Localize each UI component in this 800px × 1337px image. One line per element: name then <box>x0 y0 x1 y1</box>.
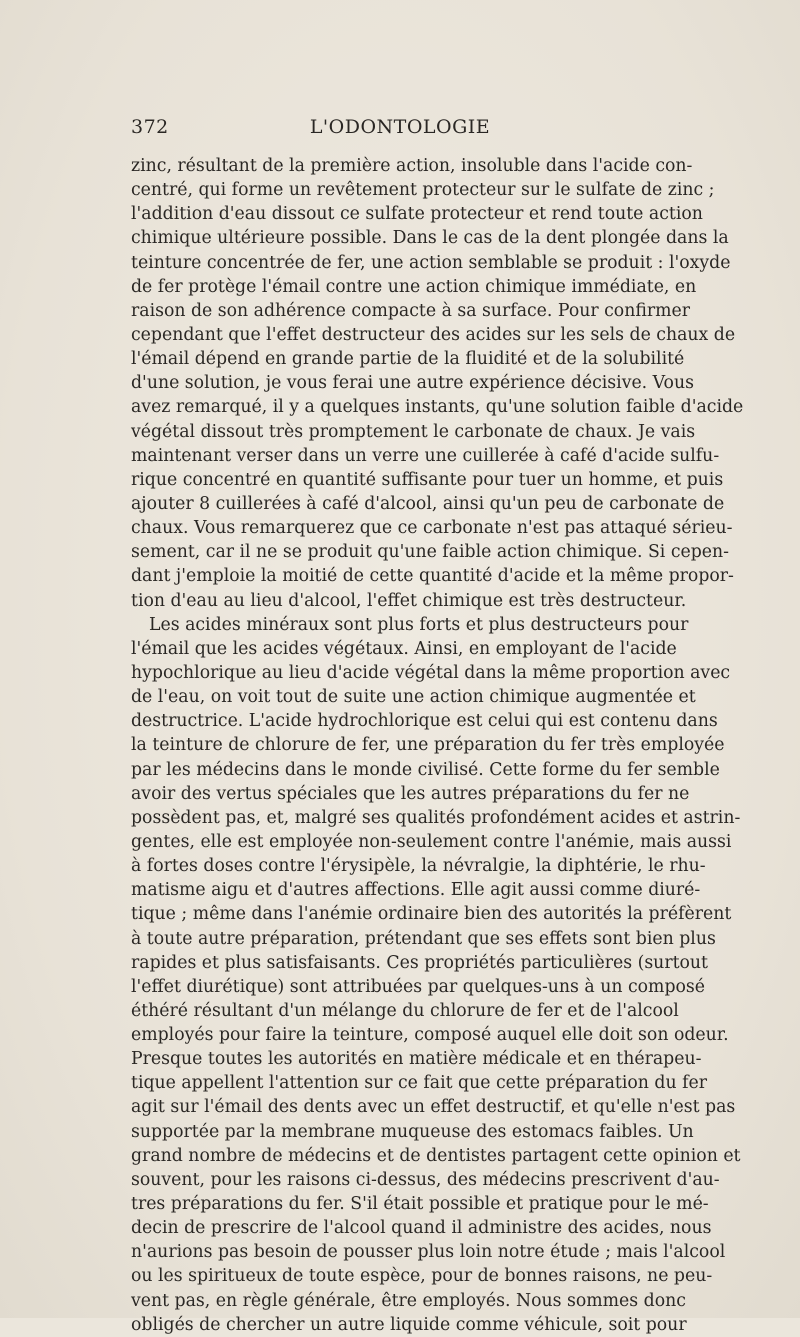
text-line: de l'eau, on voit tout de suite une action chimique augmentée et <box>131 687 696 708</box>
text-line: chimique ultérieure possible. Dans le cas de la dent plongée dans la <box>131 228 729 249</box>
text-line: decin de prescrire de l'alcool quand il administre des acides, nous <box>131 1218 712 1239</box>
text-line: vent pas, en règle générale, être employés. Nous sommes donc <box>131 1290 686 1311</box>
text-line: ajouter 8 cuillerées à café d'alcool, ainsi qu'un peu de carbonate de <box>131 493 725 514</box>
text-line: agit sur l'émail des dents avec un effet destructif, et qu'elle n'est pas <box>131 1097 736 1118</box>
running-head <box>131 116 669 140</box>
text-line: l'effet diurétique) sont attribuées par quelques-uns à un composé <box>131 976 706 997</box>
text-line: destructrice. L'acide hydrochlorique est celui qui est contenu dans <box>131 711 718 732</box>
text-line: raison de son adhérence compacte à sa surface. Pour confirmer <box>131 300 690 321</box>
text-line: l'émail dépend en grande partie de la fluidité et de la solubilité <box>131 349 685 370</box>
text-line: rapides et plus satisfaisants. Ces propriétés particulières (surtout <box>131 952 708 973</box>
text-line: de fer protège l'émail contre une action chimique immédiate, en <box>131 276 697 297</box>
text-line: l'addition d'eau dissout ce sulfate protecteur et rend toute action <box>131 204 703 225</box>
text-line: centré, qui forme un revêtement protecteur sur le sulfate de zinc ; <box>131 180 715 201</box>
text-line: avez remarqué, il y a quelques instants, qu'une solution faible d'acide <box>131 397 744 418</box>
text-line: zinc, résultant de la première action, insoluble dans l'acide con- <box>131 156 693 176</box>
text-line: Presque toutes les autorités en matière médicale et en thérapeu- <box>131 1049 702 1070</box>
page-number: 372 <box>131 116 169 138</box>
text-line: sement, car il ne se produit qu'une faible action chimique. Si cepen- <box>131 542 729 563</box>
text-line: hypochlorique au lieu d'acide végétal dans la même proportion avec <box>131 662 731 683</box>
text-line: teinture concentrée de fer, une action semblable se produit : l'oxyde <box>131 252 731 273</box>
text-line: rique concentré en quantité suffisante pour tuer un homme, et puis <box>131 469 724 490</box>
text-line: employés pour faire la teinture, composé auquel elle doit son odeur. <box>131 1025 729 1046</box>
text-line: obligés de chercher un autre liquide comme véhicule, soit pour <box>131 1314 687 1335</box>
text-line: à toute autre préparation, prétendant que ses effets sont bien plus <box>131 928 716 949</box>
text-line: avoir des vertus spéciales que les autres préparations du fer ne <box>131 783 690 804</box>
text-line: matisme aigu et d'autres affections. Elle agit aussi comme diuré- <box>131 880 701 901</box>
text-line: d'une solution, je vous ferai une autre expérience décisive. Vous <box>131 373 694 394</box>
text-line: à fortes doses contre l'érysipèle, la névralgie, la diphtérie, le rhu- <box>131 856 706 877</box>
text-line: l'émail que les acides végétaux. Ainsi, en employant de l'acide <box>131 638 677 659</box>
text-line: chaux. Vous remarquerez que ce carbonate n'est pas attaqué sérieu- <box>131 518 733 539</box>
text-line: souvent, pour les raisons ci-dessus, des médecins prescrivent d'au- <box>131 1169 720 1190</box>
text-line: éthéré résultant d'un mélange du chlorure de fer et de l'alcool <box>131 1000 679 1021</box>
text-line: ou les spiritueux de toute espèce, pour de bonnes raisons, ne peu- <box>131 1266 713 1287</box>
text-line: n'aurions pas besoin de pousser plus loin notre étude ; mais l'alcool <box>131 1242 726 1263</box>
text-line: maintenant verser dans un verre une cuillerée à café d'acide sulfu- <box>131 445 720 466</box>
text-line: la teinture de chlorure de fer, une préparation du fer très employée <box>131 735 725 756</box>
running-title: L'ODONTOLOGIE <box>309 116 491 138</box>
text-line: tion d'eau au lieu d'alcool, l'effet chimique est très destructeur. <box>131 590 687 611</box>
text-line: tique appellent l'attention sur ce fait que cette préparation du fer <box>131 1073 708 1094</box>
text-line: supportée par la membrane muqueuse des estomacs faibles. Un <box>131 1121 694 1142</box>
text-line: tique ; même dans l'anémie ordinaire bien des autorités la préfèrent <box>131 904 732 925</box>
text-line: végétal dissout très promptement le carbonate de chaux. Je vais <box>131 421 696 442</box>
text-line: possèdent pas, et, malgré ses qualités profondément acides et astrin- <box>131 807 741 828</box>
text-line: dant j'emploie la moitié de cette quantité d'acide et la même propor- <box>131 566 734 587</box>
text-line: grand nombre de médecins et de dentistes partagent cette opinion et <box>131 1145 741 1166</box>
text-line: tres préparations du fer. S'il était possible et pratique pour le mé- <box>131 1194 709 1215</box>
text-line: gentes, elle est employée non-seulement contre l'anémie, mais aussi <box>131 831 732 852</box>
text-line: Les acides minéraux sont plus forts et plus destructeurs pour <box>149 614 689 635</box>
body-text <box>131 154 744 1337</box>
text-line: cependant que l'effet destructeur des acides sur les sels de chaux de <box>131 324 736 345</box>
text-line: par les médecins dans le monde civilisé. Cette forme du fer semble <box>131 759 720 780</box>
